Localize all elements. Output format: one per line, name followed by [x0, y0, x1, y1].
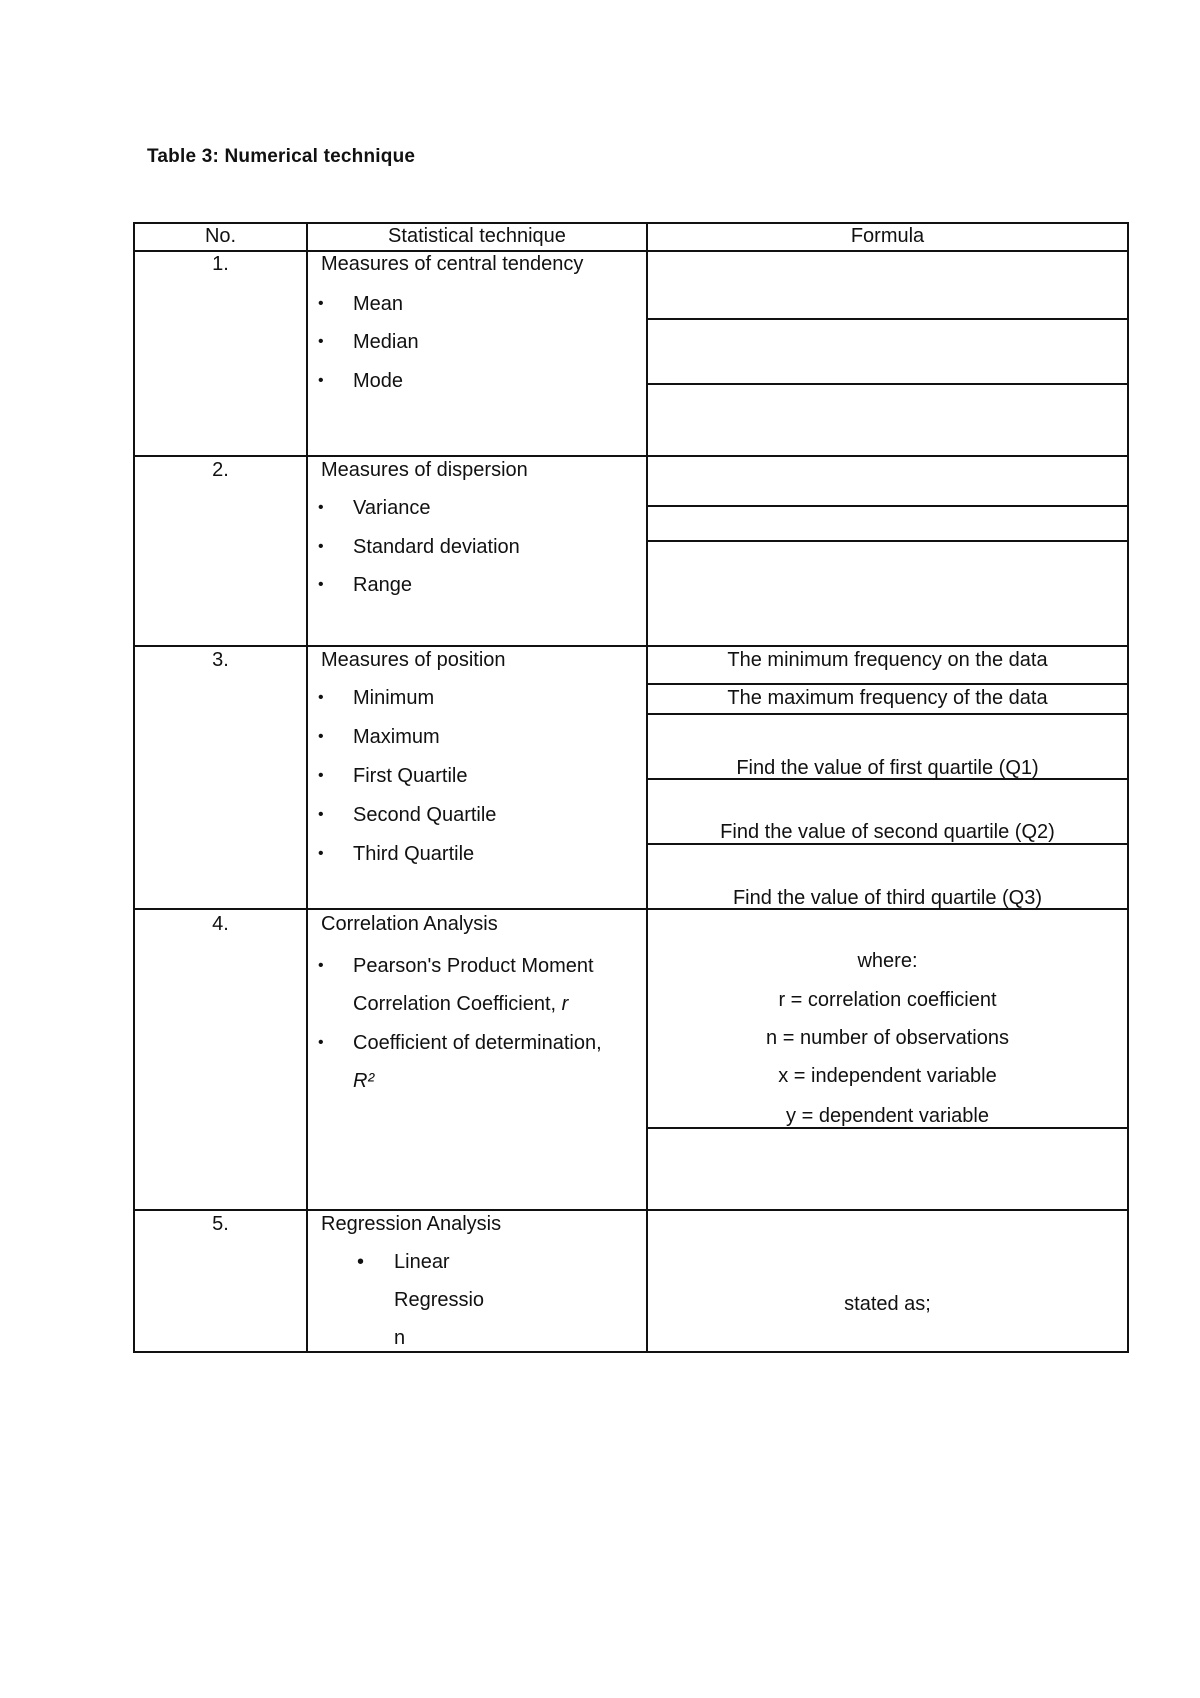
list-item-continuation: n	[394, 1327, 406, 1349]
formula-text: Find the value of first quartile (Q1)	[736, 757, 1039, 779]
bullet: •	[318, 767, 324, 784]
bullet: •	[318, 372, 324, 389]
row-number: 4.	[212, 913, 229, 935]
list-item: Median	[353, 331, 419, 353]
table-border-right	[1127, 222, 1129, 1353]
bullet: •	[318, 806, 324, 823]
row-divider-2	[133, 645, 1129, 647]
formula-subdivider	[646, 683, 1129, 685]
list-item-continuation	[353, 992, 568, 1016]
formula-subdivider	[646, 540, 1129, 542]
row-title: Measures of dispersion	[321, 459, 528, 481]
bullet: •	[318, 1034, 324, 1051]
formula-text: where:	[857, 950, 918, 972]
bullet: •	[357, 1251, 365, 1273]
formula-text: The minimum frequency on the data	[727, 649, 1048, 671]
header-no: No.	[204, 225, 237, 247]
list-item: Maximum	[353, 726, 440, 748]
list-item: Second Quartile	[353, 804, 497, 826]
row-divider-4	[133, 1209, 1129, 1211]
list-item: Standard deviation	[353, 536, 520, 558]
row-title: Measures of central tendency	[321, 253, 584, 275]
list-item: Linear	[394, 1251, 450, 1273]
row-number: 2.	[212, 459, 229, 481]
bullet: •	[318, 538, 324, 555]
math-symbol: R²	[353, 1070, 375, 1092]
row-title: Measures of position	[321, 649, 506, 671]
formula-subdivider	[646, 505, 1129, 507]
bullet: •	[318, 333, 324, 350]
list-item: Coefficient of determination,	[353, 1032, 602, 1054]
formula-text: Find the value of second quartile (Q2)	[720, 821, 1055, 843]
bullet: •	[318, 728, 324, 745]
formula-text: y = dependent variable	[786, 1105, 989, 1127]
bullet: •	[318, 957, 324, 974]
list-item-continuation: Regressio	[394, 1289, 485, 1311]
column-divider-2	[646, 222, 648, 1353]
row-title: Regression Analysis	[321, 1213, 502, 1235]
row-divider-1	[133, 455, 1129, 457]
bullet: •	[318, 499, 324, 516]
bullet: •	[318, 689, 324, 706]
list-item: Pearson's Product Moment	[353, 955, 594, 977]
table-border-bottom	[133, 1351, 1129, 1353]
math-symbol: r	[561, 993, 569, 1015]
bullet: •	[318, 576, 324, 593]
table-caption: Table 3: Numerical technique	[147, 146, 416, 167]
list-item-text: Correlation Coefficient,	[353, 993, 562, 1015]
formula-subdivider	[646, 318, 1129, 320]
header-technique: Statistical technique	[388, 225, 566, 247]
list-item: Variance	[353, 497, 431, 519]
list-item: Mean	[353, 293, 404, 315]
list-item: Minimum	[353, 687, 435, 709]
header-formula: Formula	[850, 225, 925, 247]
row-number: 1.	[212, 253, 229, 275]
bullet: •	[318, 845, 324, 862]
formula-text: r = correlation coefficient	[778, 989, 997, 1011]
list-item-continuation	[353, 1069, 374, 1093]
row-title: Correlation Analysis	[321, 913, 498, 935]
list-item: First Quartile	[353, 765, 468, 787]
formula-text: Find the value of third quartile (Q3)	[732, 887, 1043, 909]
list-item: Third Quartile	[353, 843, 475, 865]
list-item: Mode	[353, 370, 404, 392]
formula-subdivider	[646, 713, 1129, 715]
table-border-left	[133, 222, 135, 1353]
bullet: •	[318, 295, 324, 312]
formula-text: The maximum frequency of the data	[727, 687, 1048, 709]
list-item: Range	[353, 574, 412, 596]
formula-text: stated as;	[844, 1293, 931, 1315]
row-number: 3.	[212, 649, 229, 671]
formula-text: n = number of observations	[766, 1027, 1009, 1049]
column-divider-1	[306, 222, 308, 1353]
formula-subdivider	[646, 383, 1129, 385]
row-number: 5.	[212, 1213, 229, 1235]
formula-text: x = independent variable	[778, 1065, 997, 1087]
